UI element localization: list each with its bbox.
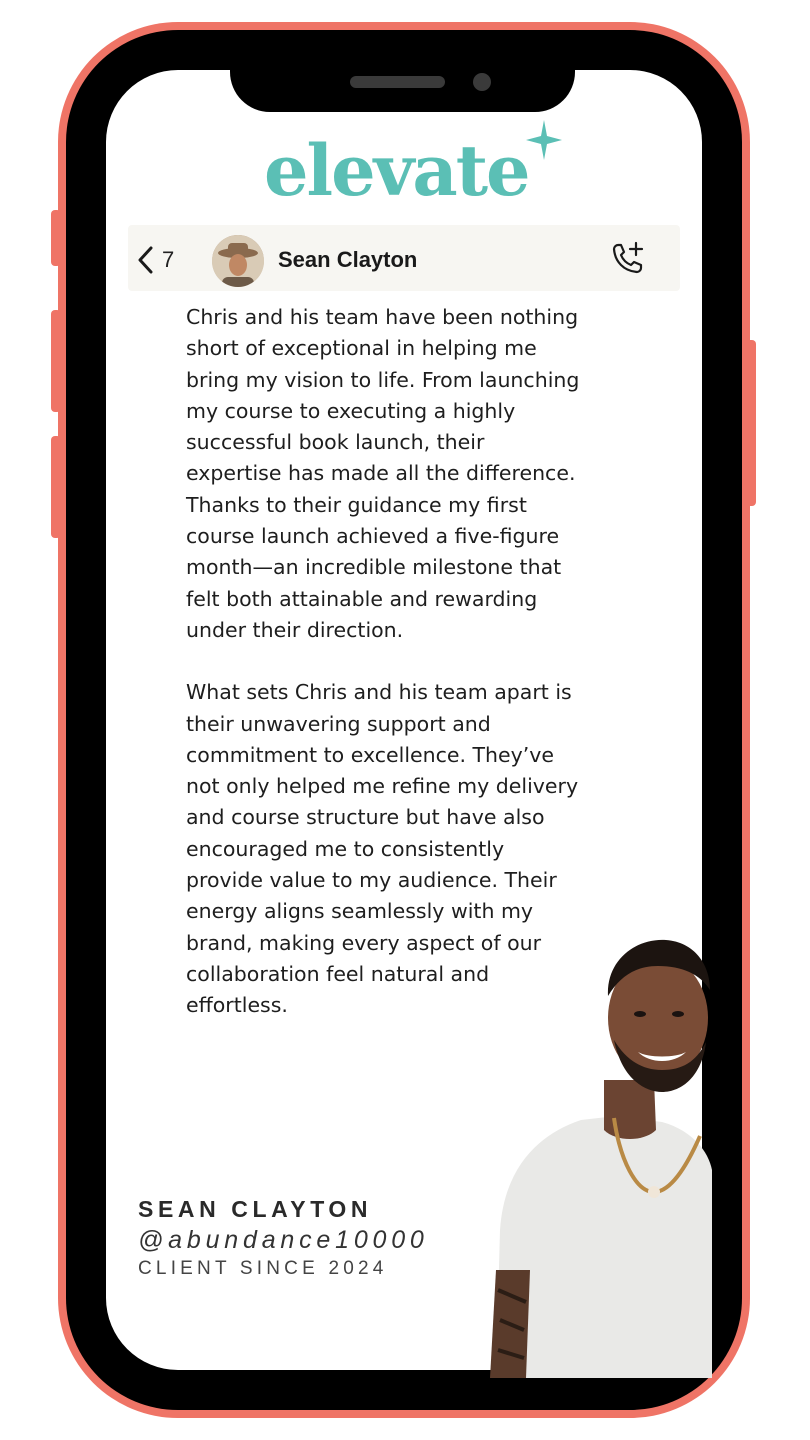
avatar[interactable] bbox=[212, 235, 264, 287]
logo-text: elevate bbox=[264, 129, 529, 212]
unread-count: 7 bbox=[162, 247, 175, 272]
message-paragraph: What sets Chris and his team apart is their unwavering support and commitment to excellence. They’ve not only helped me refine my delivery and course structure but have also encouraged me to consistently provide value to my audience. Their energy aligns seamlessly with my brand, making every aspect of our collaboration feel natural and effortless. bbox=[186, 680, 579, 1018]
message-paragraph: Chris and his team have been nothing short of exceptional in helping me bring my vision to life. From launching my course to executing a highly successful book launch, their expertise has made all the difference. Thanks to their guidance my first course launch achieved a five-figure month—an incredible milestone that felt both attainable and rewarding under their direction. bbox=[186, 305, 580, 642]
brand-logo bbox=[264, 126, 554, 216]
speaker-grille bbox=[350, 76, 445, 88]
call-button[interactable] bbox=[608, 241, 648, 277]
back-button[interactable] bbox=[136, 243, 196, 277]
client-name: SEAN CLAYTON bbox=[138, 1196, 373, 1222]
client-photo bbox=[486, 930, 712, 1378]
message-bubble bbox=[186, 302, 586, 1022]
chevron-left-icon bbox=[136, 246, 154, 274]
contact-name: Sean Clayton bbox=[278, 247, 418, 272]
chat-header bbox=[128, 225, 680, 291]
sparkle-icon bbox=[526, 120, 562, 160]
avatar-photo bbox=[212, 235, 264, 287]
phone-plus-icon bbox=[608, 241, 648, 277]
client-handle: @abundance10000 bbox=[138, 1226, 429, 1254]
front-camera bbox=[473, 73, 491, 91]
client-since: CLIENT SINCE 2024 bbox=[138, 1258, 388, 1279]
